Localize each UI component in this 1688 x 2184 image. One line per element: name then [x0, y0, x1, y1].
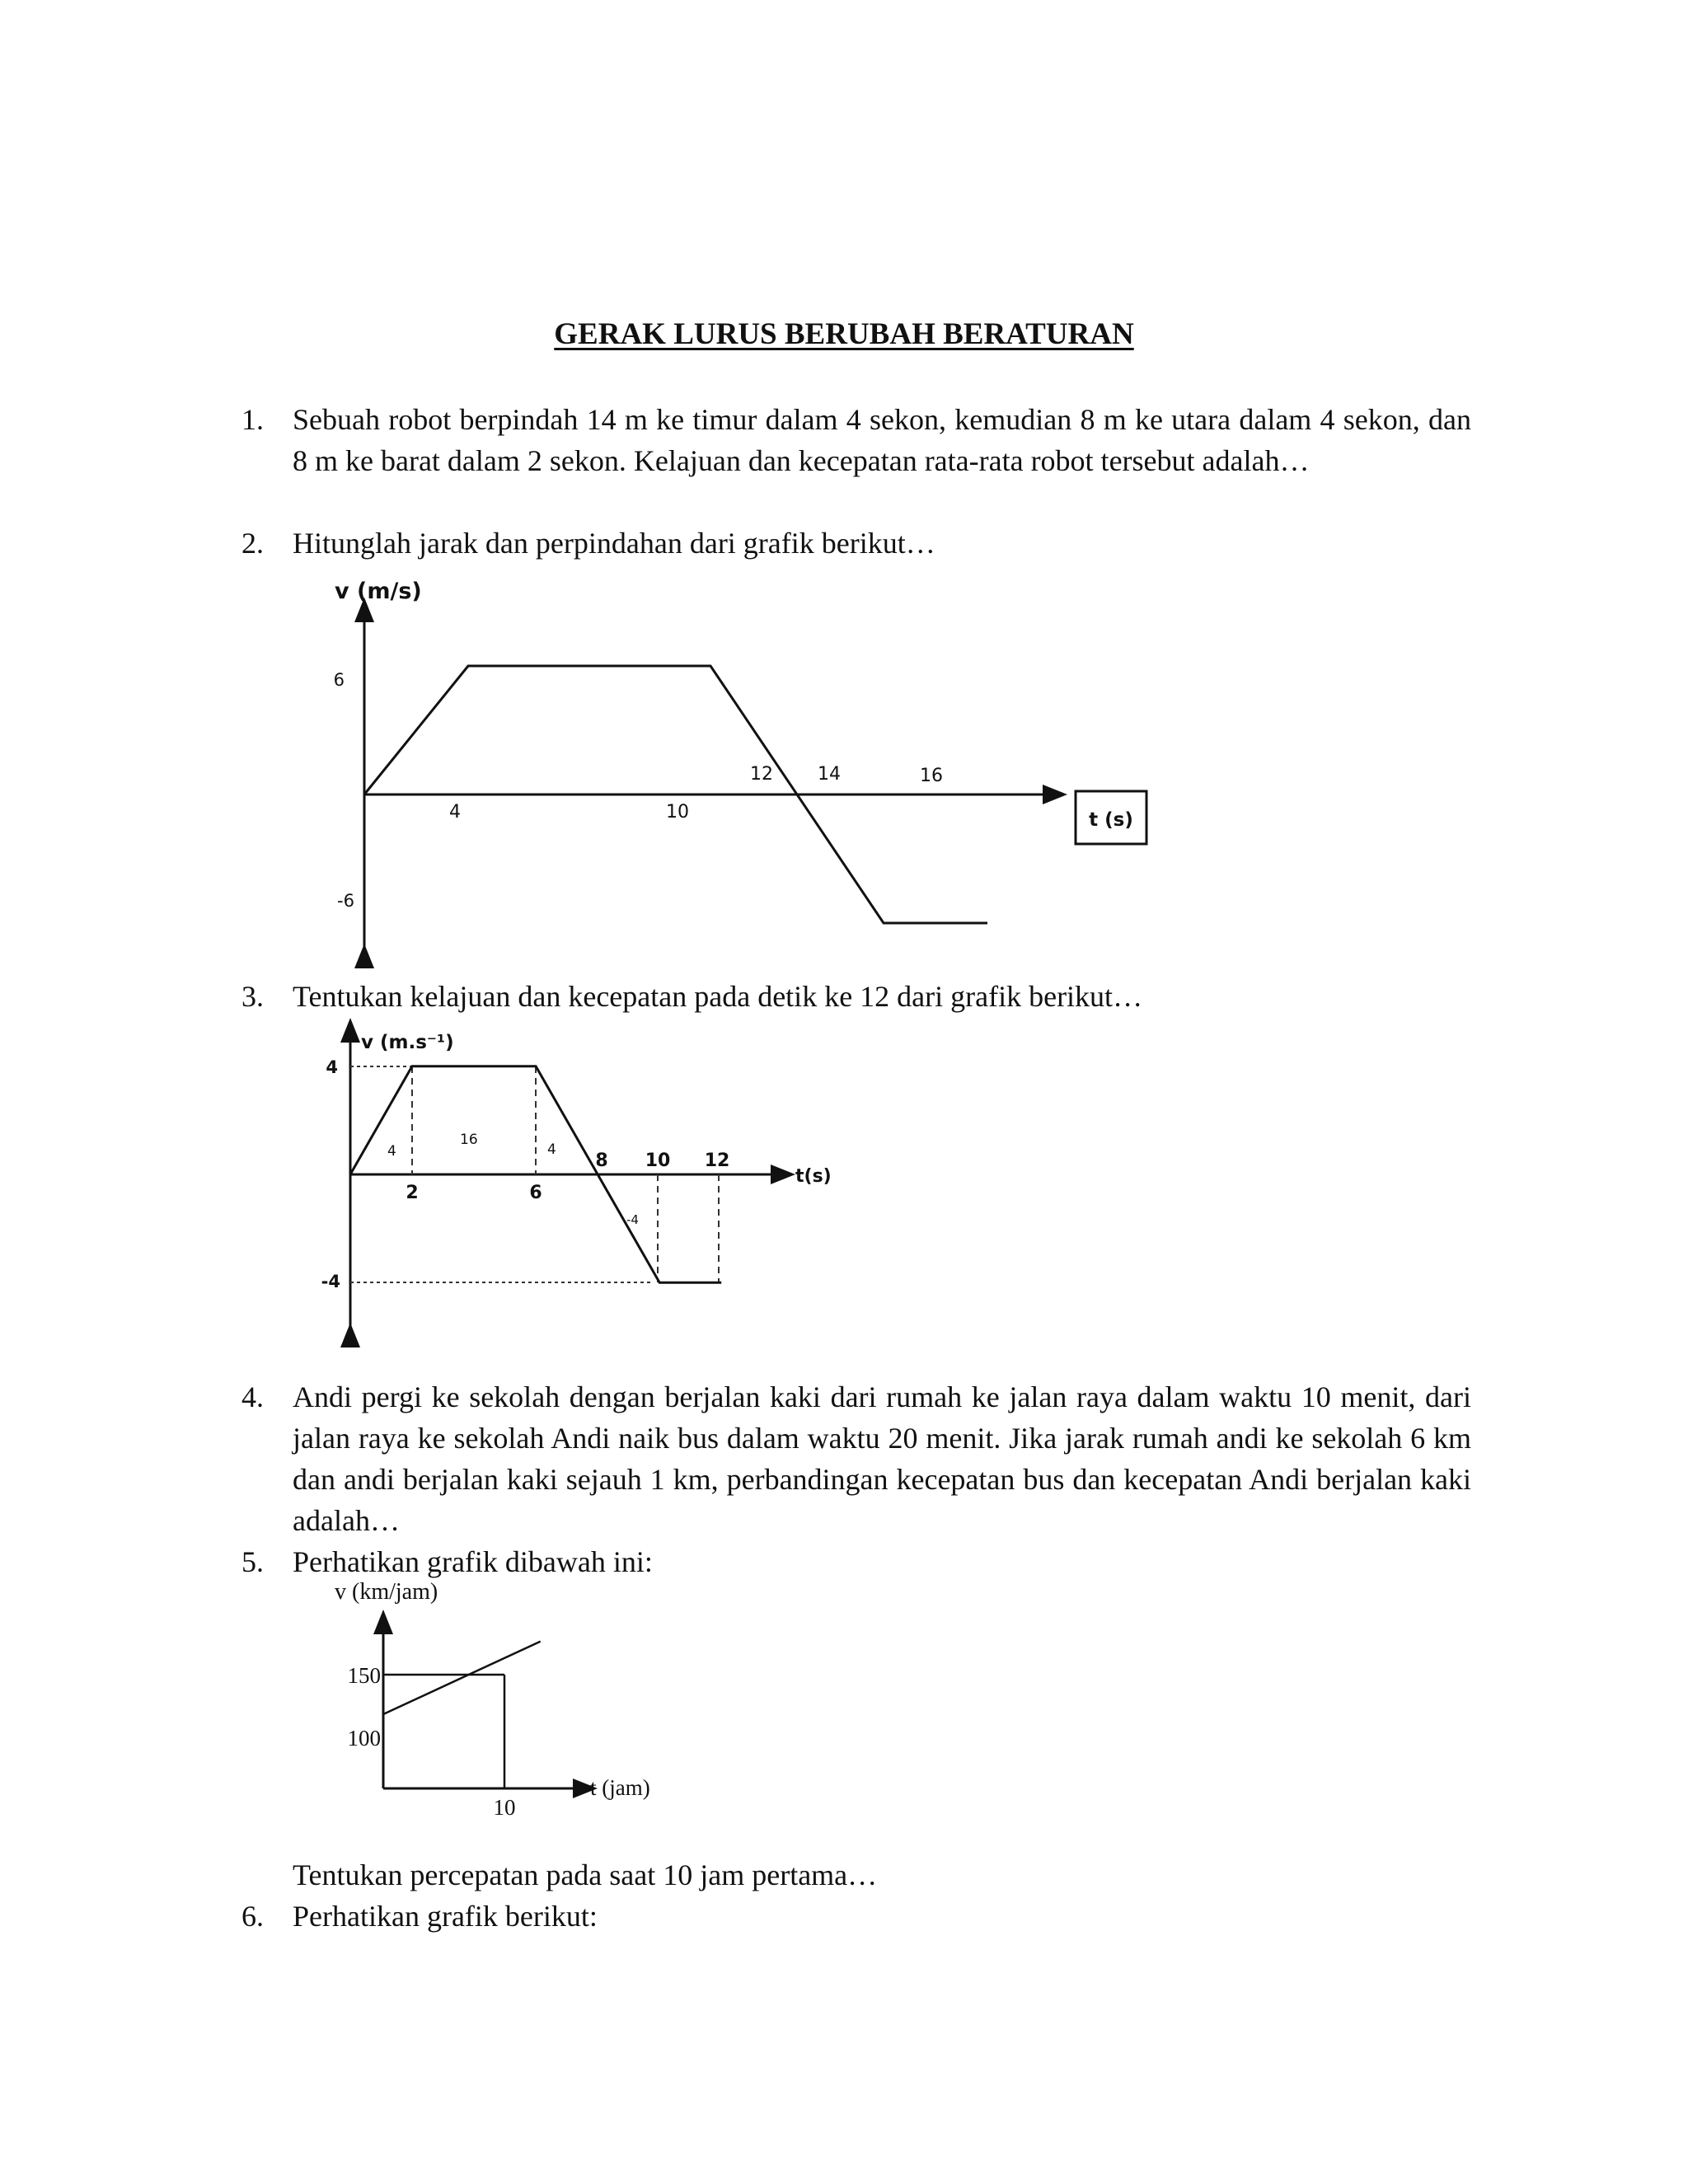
chart-1-y-tick-6: 6 — [333, 670, 345, 690]
chart-3-x-tick-10: 10 — [493, 1795, 516, 1820]
question-3-number: 3. — [241, 980, 264, 1013]
chart-2-annotation-1: 4 — [387, 1143, 396, 1160]
chart-2-y-tick-neg4: -4 — [321, 1272, 340, 1291]
question-3-text: Tentukan kelajuan dan kecepatan pada detik ke 12 dari grafik berikut… — [293, 980, 1143, 1013]
chart-2-x-tick-8: 8 — [595, 1151, 608, 1171]
page-title: GERAK LURUS BERUBAH BERATURAN — [554, 317, 1134, 351]
chart-2-x-tick-10: 10 — [645, 1151, 671, 1171]
question-1-number: 1. — [241, 403, 264, 436]
question-4-text: Andi pergi ke sekolah dengan berjalan kaki dari rumah ke jalan raya dalam waktu 10 menit, dari jalan raya ke sekolah Andi naik bus dalam waktu 20 menit. Jika jarak rumah andi ke sekolah 6 km dan andi berjalan kaki sejauh 1 km, perbandingan kecepatan bus dan kecepatan Andi berjalan kaki adalah… — [293, 1380, 1471, 1537]
chart-1-velocity-time — [313, 569, 1154, 964]
chart-2-x-tick-6: 6 — [529, 1183, 542, 1203]
question-5-number: 5. — [241, 1545, 264, 1578]
chart-3-x-label: t (jam) — [590, 1775, 650, 1800]
question-4-number: 4. — [241, 1380, 264, 1413]
chart-1-x-tick-10: 10 — [666, 802, 689, 823]
chart-2-x-tick-12: 12 — [704, 1151, 730, 1171]
question-1-text: Sebuah robot berpindah 14 m ke timur dalam 4 sekon, kemudian 8 m ke utara dalam 4 sekon, dan 8 m ke barat dalam 2 sekon. Kelajuan dan kecepatan rata-rata robot tersebut adalah… — [293, 403, 1471, 477]
chart-3-velocity-time — [313, 1579, 692, 1821]
question-6-text: Perhatikan grafik berikut: — [293, 1900, 598, 1933]
chart-2-x-label: t(s) — [795, 1166, 832, 1187]
chart-1-y-label: v (m/s) — [335, 579, 422, 604]
question-5-followup: Tentukan percepatan pada saat 10 jam pertama… — [293, 1858, 878, 1891]
question-5-text: Perhatikan grafik dibawah ini: — [293, 1545, 653, 1578]
question-6-number: 6. — [241, 1900, 264, 1933]
question-2-number: 2. — [241, 527, 264, 560]
chart-1-y-tick-neg6: -6 — [337, 891, 354, 911]
chart-1-x-tick-16: 16 — [920, 766, 943, 786]
chart-2-velocity-time — [313, 1022, 841, 1352]
chart-3-y-tick-150: 150 — [347, 1663, 381, 1688]
chart-2-y-tick-4: 4 — [326, 1057, 338, 1077]
chart-1-x-tick-12: 12 — [750, 764, 773, 785]
chart-2-annotation-4: -4 — [626, 1212, 639, 1227]
chart-3-y-tick-100: 100 — [347, 1726, 381, 1750]
chart-1-x-label: t (s) — [1089, 809, 1133, 831]
chart-1-x-tick-4: 4 — [449, 802, 461, 823]
chart-2-annotation-3: 4 — [547, 1141, 556, 1158]
chart-2-annotation-2: 16 — [460, 1132, 478, 1148]
chart-2-y-label: v (m.s⁻¹) — [361, 1032, 454, 1053]
chart-3-series-line — [383, 1642, 541, 1714]
question-2-text: Hitunglah jarak dan perpindahan dari grafik berikut… — [293, 527, 935, 560]
chart-1-x-tick-14: 14 — [818, 764, 841, 785]
chart-3-y-label: v (km/jam) — [335, 1579, 438, 1605]
chart-2-x-tick-2: 2 — [406, 1183, 419, 1203]
